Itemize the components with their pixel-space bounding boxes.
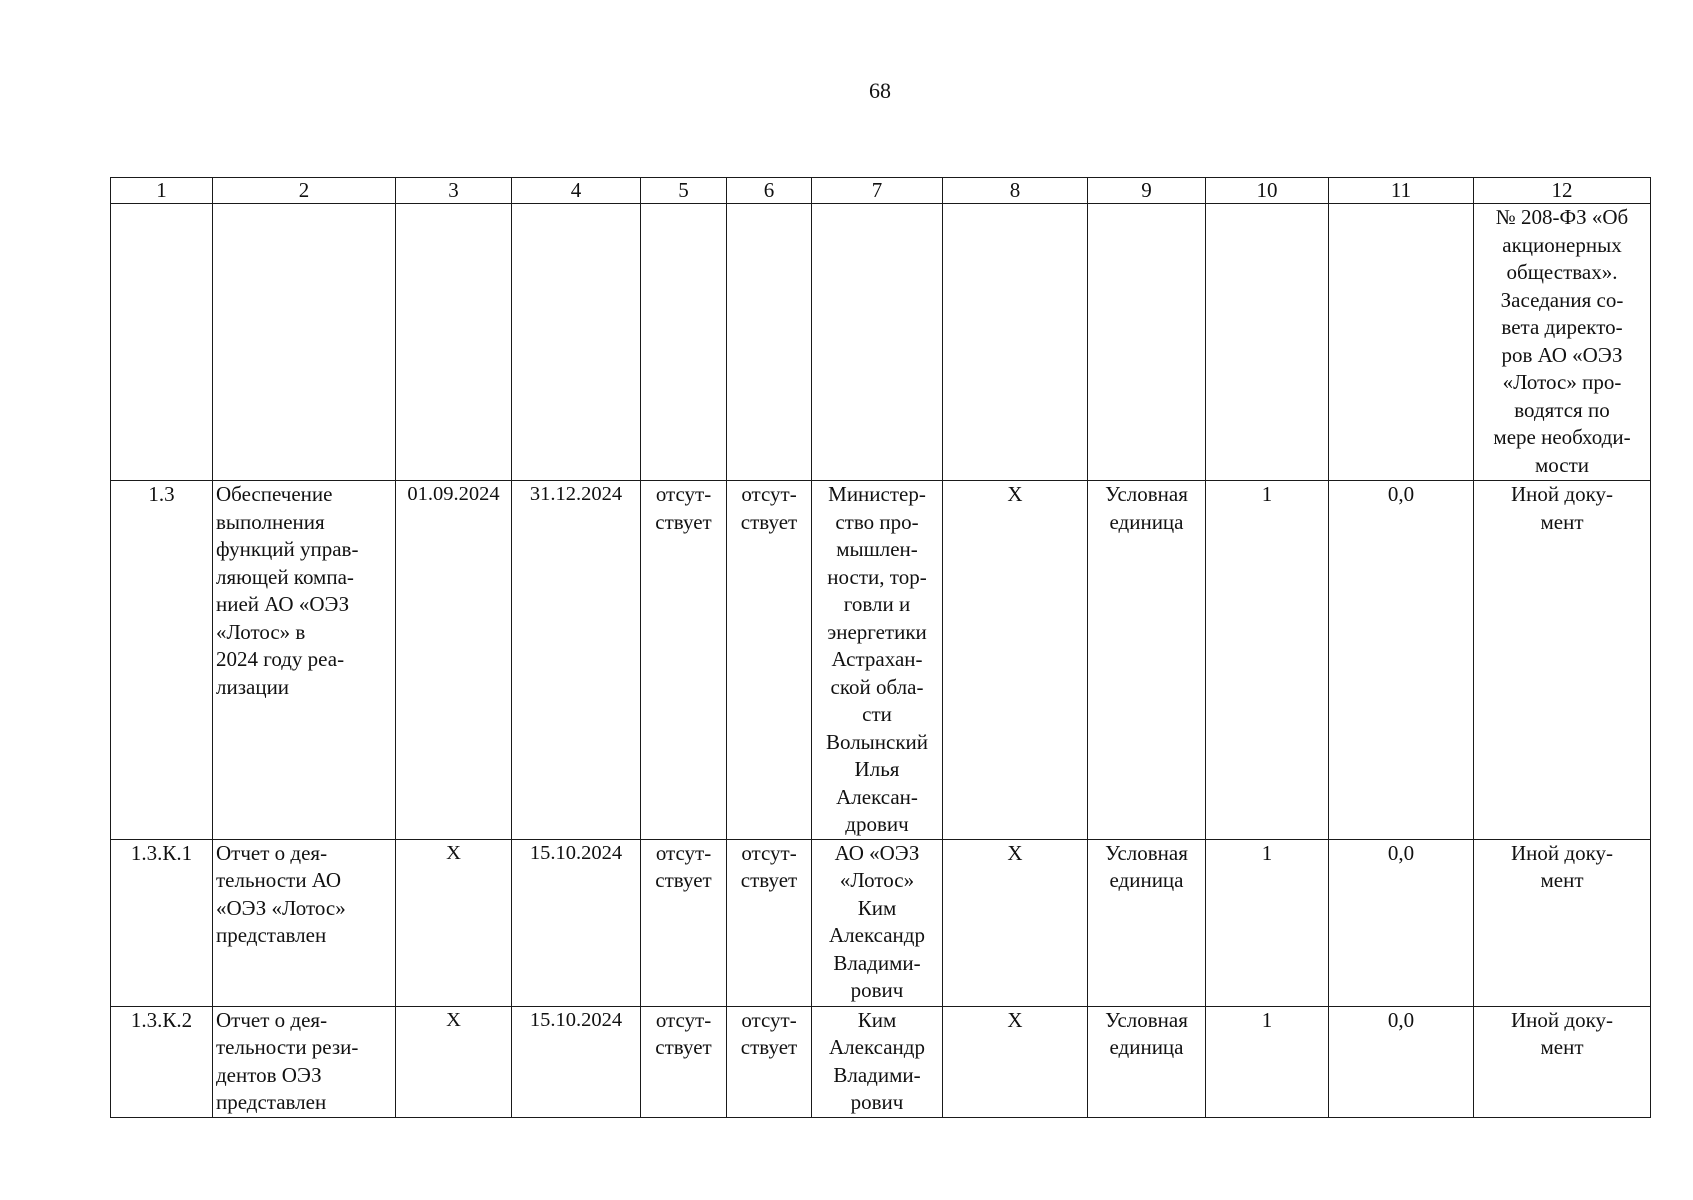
end-date: 15.10.2024 bbox=[512, 1006, 641, 1117]
unit-cell: Условная единица bbox=[1088, 839, 1206, 1006]
value-cell: 1 bbox=[1206, 481, 1329, 840]
end-date bbox=[512, 204, 641, 481]
value-cell: 1 bbox=[1206, 839, 1329, 1006]
unit-cell: Условная единица bbox=[1088, 1006, 1206, 1117]
column-header: 4 bbox=[512, 178, 641, 204]
column-header: 2 bbox=[213, 178, 396, 204]
end-date: 31.12.2024 bbox=[512, 481, 641, 840]
row-title: Обеспечение выполнения функций управ- ляющей компа- нией АО «ОЭЗ «Лотос» в 2024 году реа- лизации bbox=[213, 481, 396, 840]
responsible-cell: АО «ОЭЗ «Лотос» Ким Александр Владими- рович bbox=[812, 839, 943, 1006]
end-date: 15.10.2024 bbox=[512, 839, 641, 1006]
document-cell: Иной доку- мент bbox=[1474, 1006, 1651, 1117]
value-cell: 1 bbox=[1206, 1006, 1329, 1117]
start-date bbox=[396, 204, 512, 481]
budget-cell: 0,0 bbox=[1329, 839, 1474, 1006]
column-number-row bbox=[111, 178, 1651, 204]
document-cell: Иной доку- мент bbox=[1474, 839, 1651, 1006]
responsible-cell: Министер- ство про- мышлен- ности, тор- говли и энергетики Астрахан- ской обла- сти Волынский Илья Алексан- дрович bbox=[812, 481, 943, 840]
budget-cell: 0,0 bbox=[1329, 481, 1474, 840]
start-date: 01.09.2024 bbox=[396, 481, 512, 840]
document-cell: № 208-ФЗ «Об акционерных обществах». Заседания со- вета директо- ров АО «ОЭЗ «Лотос» про- водятся по мере необходи- мости bbox=[1474, 204, 1651, 481]
start-date: X bbox=[396, 1006, 512, 1117]
value-cell bbox=[1206, 204, 1329, 481]
column-6-cell: отсут- ствует bbox=[727, 839, 812, 1006]
column-header: 8 bbox=[943, 178, 1088, 204]
column-5-cell: отсут- ствует bbox=[641, 1006, 727, 1117]
column-8-cell: X bbox=[943, 1006, 1088, 1117]
start-date: X bbox=[396, 839, 512, 1006]
column-5-cell bbox=[641, 204, 727, 481]
column-header: 12 bbox=[1474, 178, 1651, 204]
row-number: 1.3.К.2 bbox=[111, 1006, 213, 1117]
plan-table bbox=[110, 177, 1651, 1118]
document-cell: Иной доку- мент bbox=[1474, 481, 1651, 840]
column-header: 5 bbox=[641, 178, 727, 204]
column-header: 6 bbox=[727, 178, 812, 204]
table-row bbox=[111, 1006, 1651, 1117]
column-6-cell bbox=[727, 204, 812, 481]
unit-cell bbox=[1088, 204, 1206, 481]
column-8-cell: X bbox=[943, 839, 1088, 1006]
column-header: 3 bbox=[396, 178, 512, 204]
column-header: 1 bbox=[111, 178, 213, 204]
row-number: 1.3 bbox=[111, 481, 213, 840]
budget-cell bbox=[1329, 204, 1474, 481]
column-header: 11 bbox=[1329, 178, 1474, 204]
budget-cell: 0,0 bbox=[1329, 1006, 1474, 1117]
row-number bbox=[111, 204, 213, 481]
column-header: 10 bbox=[1206, 178, 1329, 204]
row-title bbox=[213, 204, 396, 481]
column-6-cell: отсут- ствует bbox=[727, 1006, 812, 1117]
table-row bbox=[111, 839, 1651, 1006]
responsible-cell bbox=[812, 204, 943, 481]
unit-cell: Условная единица bbox=[1088, 481, 1206, 840]
row-title: Отчет о дея- тельности АО «ОЭЗ «Лотос» представлен bbox=[213, 839, 396, 1006]
table-row bbox=[111, 481, 1651, 840]
table-row bbox=[111, 204, 1651, 481]
page-number: 68 bbox=[869, 78, 891, 103]
column-header: 7 bbox=[812, 178, 943, 204]
column-6-cell: отсут- ствует bbox=[727, 481, 812, 840]
row-number: 1.3.К.1 bbox=[111, 839, 213, 1006]
column-5-cell: отсут- ствует bbox=[641, 481, 727, 840]
column-8-cell bbox=[943, 204, 1088, 481]
column-5-cell: отсут- ствует bbox=[641, 839, 727, 1006]
row-title: Отчет о дея- тельности рези- дентов ОЭЗ представлен bbox=[213, 1006, 396, 1117]
responsible-cell: Ким Александр Владими- рович bbox=[812, 1006, 943, 1117]
column-8-cell: X bbox=[943, 481, 1088, 840]
column-header: 9 bbox=[1088, 178, 1206, 204]
